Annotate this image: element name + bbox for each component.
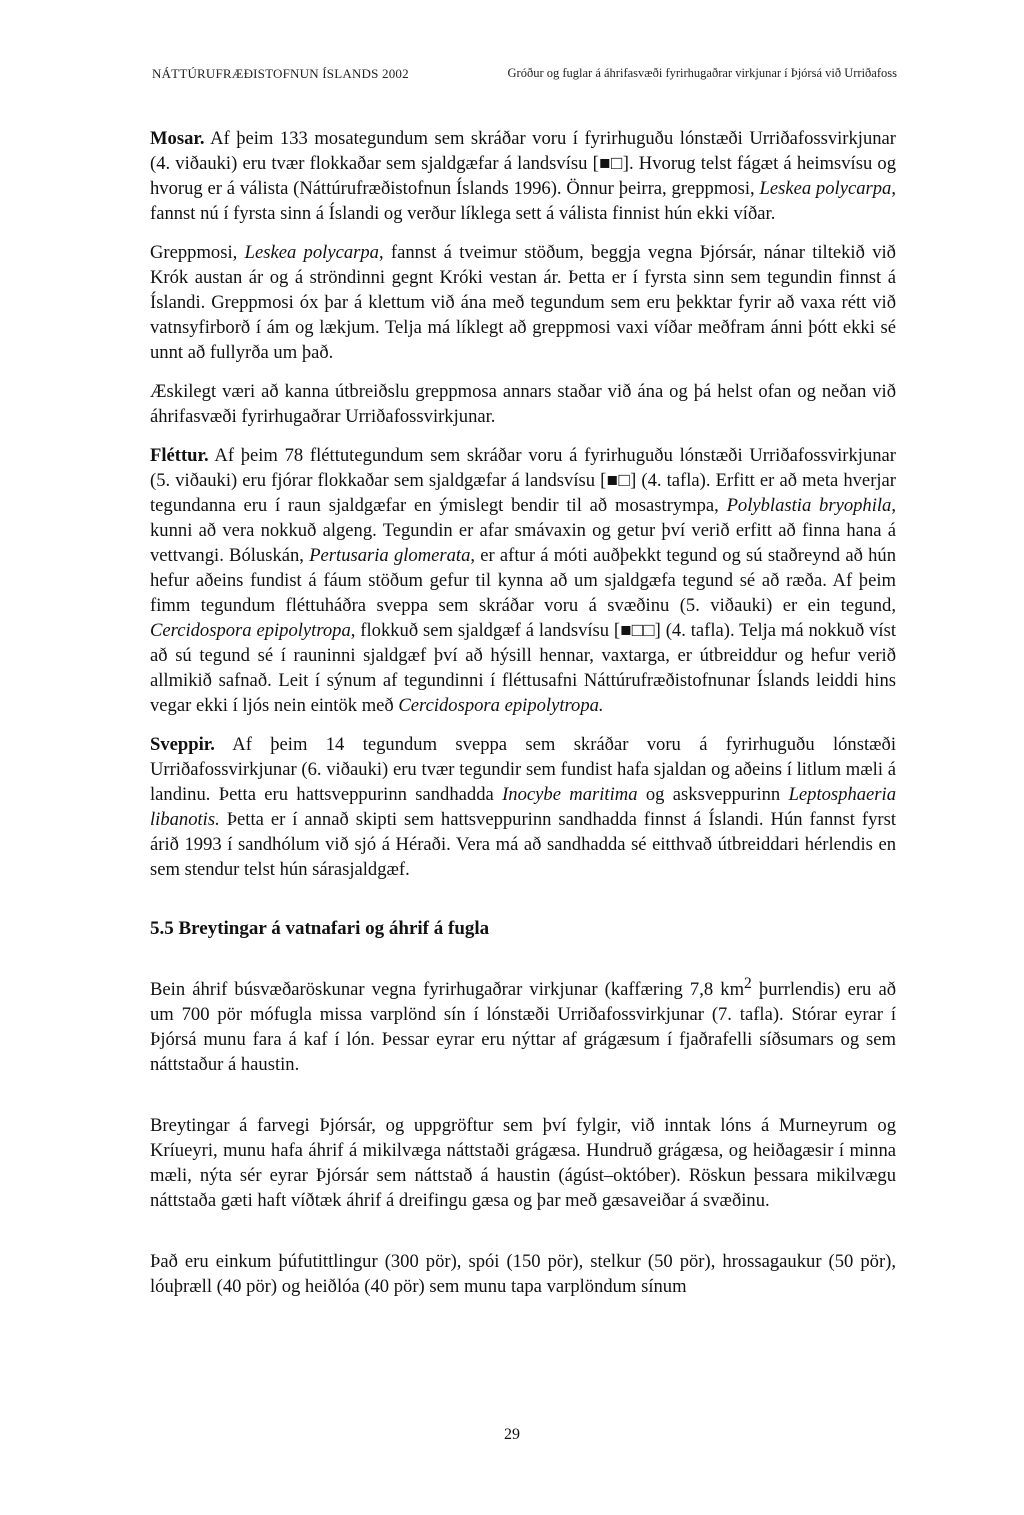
text: þurrlendis) eru að um 700 pör mófugla missa varplönd sín í lónstæði Urriðafossvirkjunar (7. tafla). Stórar eyrar í Þjórsá munu fara á kaf í lón. Þessar eyrar eru nýttar af grágæsum í fjaðrafelli síðsumars og sem náttstaður á haustin.	[150, 979, 896, 1076]
running-header	[152, 66, 897, 86]
superscript: 2	[744, 975, 752, 992]
text: Greppmosi,	[150, 242, 245, 263]
page-number: 29	[504, 1426, 520, 1443]
species-name: Cercidospora epipolytropa	[150, 620, 351, 641]
header-report-title: Gróður og fuglar á áhrifasvæði fyrirhugaðrar virkjunar í Þjórsá við Urriðafoss	[507, 66, 897, 80]
header-publisher: NÁTTÚRUFRÆÐISTOFNUN ÍSLANDS 2002	[152, 66, 409, 81]
section-label-flettur: Fléttur.	[150, 445, 209, 466]
species-name: Cercidospora epipolytropa.	[398, 695, 604, 716]
paragraph-mosar	[150, 126, 896, 226]
text: og asksveppurinn	[637, 784, 789, 805]
text: Þetta er í annað skipti sem hattsveppurinn sandhadda finnst á Íslandi. Hún fannst fyrst árið 1993 í sandhólum við sjó á Héraði. Vera má að sandhadda sé eitthvað útbreiddari hérlendis en sem stendur telst hún sárasjaldgæf.	[150, 809, 896, 880]
text: , flokkuð sem sjaldgæf á landsvísu [■□□] (4. tafla). Telja má nokkuð víst að sú tegund sé í rauninni sjaldgæf því að hýsill hennar, vaxtarga, er útbreiddur og hefur verið allmikið safnað. Leit í sýnum af tegundinni í fléttusafni Náttúrufræðistofnunar Íslands leiddi hins vegar ekki í ljós nein eintök með	[150, 620, 896, 716]
section-heading: 5.5 Breytingar á vatnafari og áhrif á fugla	[150, 918, 490, 939]
text: , kunni að vera nokkuð algeng. Tegundin er afar smávaxin og getur því verið erfitt að finna hana á vettvangi. Bóluskán,	[150, 495, 896, 566]
text: Af þeim 133 mosategundum sem skráðar voru í fyrirhuguðu lónstæði Urriðafossvirkjunar (4. viðauki) eru tvær flokkaðar sem sjaldgæfar á landsvísu [■□]. Hvorug telst fágæt á heimsvísu og hvorug er á válista (Náttúrufræðistofnun Íslands 1996). Önnur þeirra, greppmosi,	[150, 128, 896, 199]
section-label-mosar: Mosar.	[150, 128, 205, 149]
species-name: Leskea polycarpa	[244, 242, 379, 263]
text: Af þeim 14 tegundum sveppa sem skráðar voru á fyrirhuguðu lónstæði Urriðafossvirkjunar (6. viðauki) eru tvær tegundir sem fundist hafa sjaldan og aðeins í litlum mæli á landinu. Þetta eru hattsveppurinn sandhadda	[150, 734, 896, 805]
paragraph-breytingar: Breytingar á farvegi Þjórsár, og uppgröftur sem því fylgir, við inntak lóns á Murneyrum og Kríueyri, munu hafa áhrif á mikilvæga náttstaði grágæsa. Hundruð grágæsa, og heiðagæsir í minna mæli, nýta sér eyrar Þjórsár sem náttstað á haustin (ágúst–október). Röskun þessara mikilvægu náttstaða gæti haft víðtæk áhrif á dreifingu gæsa og þar með gæsaveiðar á svæðinu.	[150, 1115, 896, 1212]
paragraph-aeskilegt: Æskilegt væri að kanna útbreiðslu greppmosa annars staðar við ána og þá helst ofan og neðan við áhrifasvæði fyrirhugaðrar Urriðafossvirkjunar.	[150, 381, 896, 427]
section-label-sveppir: Sveppir.	[150, 734, 215, 755]
text: Bein áhrif búsvæðaröskunar vegna fyrirhugaðrar virkjunar (kaffæring 7,8 km	[150, 979, 745, 1001]
text: Af þeim 78 fléttutegundum sem skráðar voru á fyrirhuguðu lónstæði Urriðafossvirkjunar (5. viðauki) eru fjórar flokkaðar sem sjaldgæfar á landsvísu [■□] (4. tafla). Erfitt er að meta hverjar tegundanna eru í raun sjaldgæfar en ýmislegt bendir til að mosastrympa,	[150, 445, 896, 516]
species-name: Leptosphaeria libanotis.	[150, 784, 897, 830]
paragraph-flettur	[150, 443, 896, 718]
text: , er aftur á móti auðþekkt tegund og sú staðreynd að hún hefur aðeins fundist á fáum stöðum gefur til kynna að um sjaldgæfa tegund sé að ræða. Af þeim fimm tegundum fléttuháðra sveppa sem skráðar voru á svæðinu (5. viðauki) er ein tegund,	[150, 545, 896, 616]
paragraph-greppmosi	[150, 240, 896, 365]
paragraph-sveppir	[150, 732, 896, 882]
paragraph-bein-ahrif	[150, 971, 896, 1077]
page-body	[150, 126, 896, 1299]
species-name: Leskea polycarpa	[759, 178, 892, 199]
text: , fannst nú í fyrsta sinn á Íslandi og verður líklega sett á válista finnist hún ekki víðar.	[150, 178, 896, 224]
species-name: Polyblastia bryophila	[726, 495, 892, 516]
paragraph-thad: Það eru einkum þúfutittlingur (300 pör), spói (150 pör), stelkur (50 pör), hrossagaukur (50 pör), lóuþræll (40 pör) og heiðlóa (40 pör) sem munu tapa varplöndum sínum	[150, 1251, 896, 1298]
species-name: Inocybe maritima	[502, 784, 638, 805]
text: , fannst á tveimur stöðum, beggja vegna Þjórsár, nánar tiltekið við Krók austan ár og á ströndinni gegnt Króki vestan ár. Þetta er í fyrsta sinn sem tegundin finnst á Íslandi. Greppmosi óx þar á klettum við ána með tegundum sem eru þekktar fyrir að vaxa rétt við vatnsyfirborð í ám og lækjum. Telja má líklegt að greppmosi vaxi víðar meðfram ánni þótt ekki sé unnt að fullyrða um það.	[150, 242, 896, 363]
species-name: Pertusaria glomerata	[309, 545, 471, 566]
